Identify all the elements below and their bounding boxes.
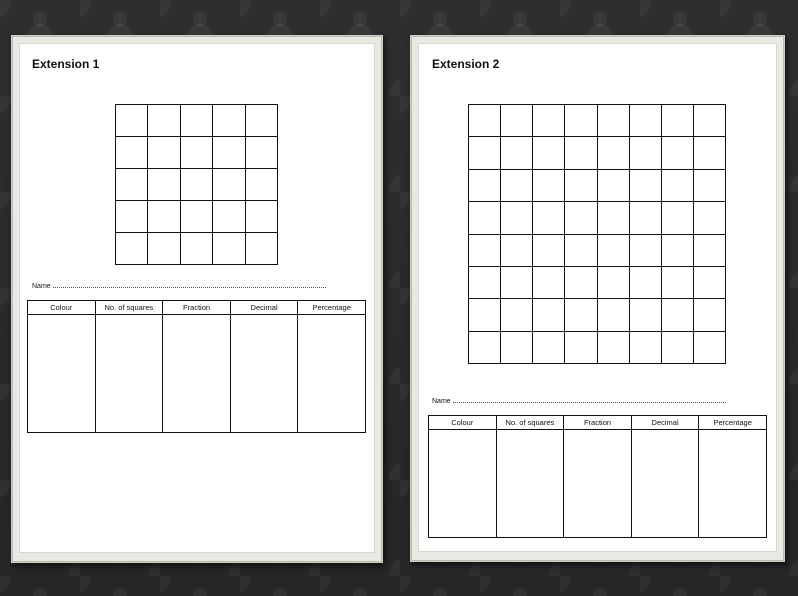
grid-square bbox=[598, 299, 630, 331]
table-cell bbox=[564, 430, 632, 538]
grid-square bbox=[148, 137, 180, 169]
grid-square bbox=[213, 169, 245, 201]
table-cell bbox=[496, 430, 564, 538]
table-cell bbox=[298, 315, 366, 433]
grid-square bbox=[630, 267, 662, 299]
recording-table bbox=[27, 300, 366, 433]
grid-square bbox=[662, 332, 694, 364]
grid-square bbox=[469, 235, 501, 267]
grid-square bbox=[469, 202, 501, 234]
grid-square bbox=[694, 299, 726, 331]
column-header-decimal: Decimal bbox=[631, 416, 699, 430]
grid-square bbox=[246, 137, 278, 169]
table-cell bbox=[429, 430, 497, 538]
grid-square bbox=[116, 233, 148, 265]
grid-square bbox=[469, 267, 501, 299]
grid-square bbox=[181, 169, 213, 201]
grid-square bbox=[598, 137, 630, 169]
grid-square bbox=[662, 202, 694, 234]
grid-square bbox=[501, 202, 533, 234]
grid-square bbox=[598, 170, 630, 202]
name-label: Name bbox=[32, 283, 51, 290]
grid-square bbox=[213, 233, 245, 265]
grid-square bbox=[533, 299, 565, 331]
grid-square bbox=[565, 267, 597, 299]
column-header-fraction: Fraction bbox=[564, 416, 632, 430]
grid-square bbox=[694, 105, 726, 137]
grid-square bbox=[469, 137, 501, 169]
grid-square bbox=[246, 233, 278, 265]
table-cell bbox=[699, 430, 767, 538]
column-header-colour: Colour bbox=[28, 301, 96, 315]
worksheet-title: Extension 2 bbox=[432, 57, 500, 71]
grid-square bbox=[501, 137, 533, 169]
grid-square bbox=[469, 105, 501, 137]
grid-square bbox=[501, 235, 533, 267]
grid-square bbox=[694, 202, 726, 234]
column-header-decimal: Decimal bbox=[230, 301, 298, 315]
grid-square bbox=[116, 137, 148, 169]
grid-square bbox=[662, 105, 694, 137]
grid-square bbox=[598, 202, 630, 234]
grid-square bbox=[181, 233, 213, 265]
table-cell bbox=[631, 430, 699, 538]
grid-square bbox=[533, 267, 565, 299]
grid-square bbox=[533, 202, 565, 234]
grid-square bbox=[533, 170, 565, 202]
grid-square bbox=[630, 332, 662, 364]
table-cell bbox=[230, 315, 298, 433]
square-grid-8x8 bbox=[468, 104, 726, 364]
grid-square bbox=[565, 137, 597, 169]
grid-square bbox=[501, 170, 533, 202]
grid-square bbox=[662, 170, 694, 202]
grid-square bbox=[662, 267, 694, 299]
grid-square bbox=[501, 299, 533, 331]
grid-square bbox=[630, 137, 662, 169]
name-line bbox=[32, 282, 326, 290]
grid-square bbox=[116, 201, 148, 233]
grid-square bbox=[630, 170, 662, 202]
name-label: Name bbox=[432, 398, 451, 405]
grid-square bbox=[694, 137, 726, 169]
grid-square bbox=[213, 201, 245, 233]
grid-square bbox=[598, 267, 630, 299]
grid-square bbox=[565, 235, 597, 267]
grid-square bbox=[630, 235, 662, 267]
grid-square bbox=[630, 105, 662, 137]
table-cell bbox=[28, 315, 96, 433]
column-header-percentage: Percentage bbox=[699, 416, 767, 430]
name-dotted-line bbox=[53, 282, 326, 288]
grid-square bbox=[533, 235, 565, 267]
grid-square bbox=[469, 299, 501, 331]
grid-square bbox=[116, 169, 148, 201]
grid-square bbox=[501, 267, 533, 299]
grid-square bbox=[148, 201, 180, 233]
column-header-fraction: Fraction bbox=[163, 301, 231, 315]
grid-square bbox=[181, 137, 213, 169]
column-header-percentage: Percentage bbox=[298, 301, 366, 315]
grid-square bbox=[565, 202, 597, 234]
grid-square bbox=[694, 332, 726, 364]
grid-square bbox=[565, 105, 597, 137]
grid-square bbox=[533, 105, 565, 137]
grid-square bbox=[148, 105, 180, 137]
grid-square bbox=[662, 235, 694, 267]
grid-square bbox=[565, 170, 597, 202]
grid-square bbox=[533, 332, 565, 364]
grid-square bbox=[501, 332, 533, 364]
grid-square bbox=[598, 332, 630, 364]
grid-square bbox=[565, 332, 597, 364]
grid-square bbox=[469, 332, 501, 364]
name-line bbox=[432, 397, 726, 405]
grid-square bbox=[246, 201, 278, 233]
grid-square bbox=[598, 235, 630, 267]
grid-square bbox=[246, 169, 278, 201]
grid-square bbox=[565, 299, 597, 331]
grid-square bbox=[630, 202, 662, 234]
grid-square bbox=[662, 299, 694, 331]
grid-square bbox=[213, 105, 245, 137]
grid-square bbox=[694, 170, 726, 202]
grid-square bbox=[246, 105, 278, 137]
column-header-colour: Colour bbox=[429, 416, 497, 430]
column-header-no-of-squares: No. of squares bbox=[496, 416, 564, 430]
grid-square bbox=[501, 105, 533, 137]
grid-square bbox=[116, 105, 148, 137]
grid-square bbox=[148, 169, 180, 201]
grid-square bbox=[662, 137, 694, 169]
column-header-no-of-squares: No. of squares bbox=[95, 301, 163, 315]
worksheet-title: Extension 1 bbox=[32, 57, 100, 71]
square-grid-5x5 bbox=[115, 104, 278, 265]
grid-square bbox=[598, 105, 630, 137]
grid-square bbox=[181, 201, 213, 233]
grid-square bbox=[630, 299, 662, 331]
grid-square bbox=[181, 105, 213, 137]
table-cell bbox=[163, 315, 231, 433]
table-cell bbox=[95, 315, 163, 433]
name-dotted-line bbox=[453, 397, 726, 403]
grid-square bbox=[148, 233, 180, 265]
grid-square bbox=[213, 137, 245, 169]
grid-square bbox=[694, 235, 726, 267]
grid-square bbox=[533, 137, 565, 169]
grid-square bbox=[469, 170, 501, 202]
recording-table bbox=[428, 415, 767, 538]
grid-square bbox=[694, 267, 726, 299]
